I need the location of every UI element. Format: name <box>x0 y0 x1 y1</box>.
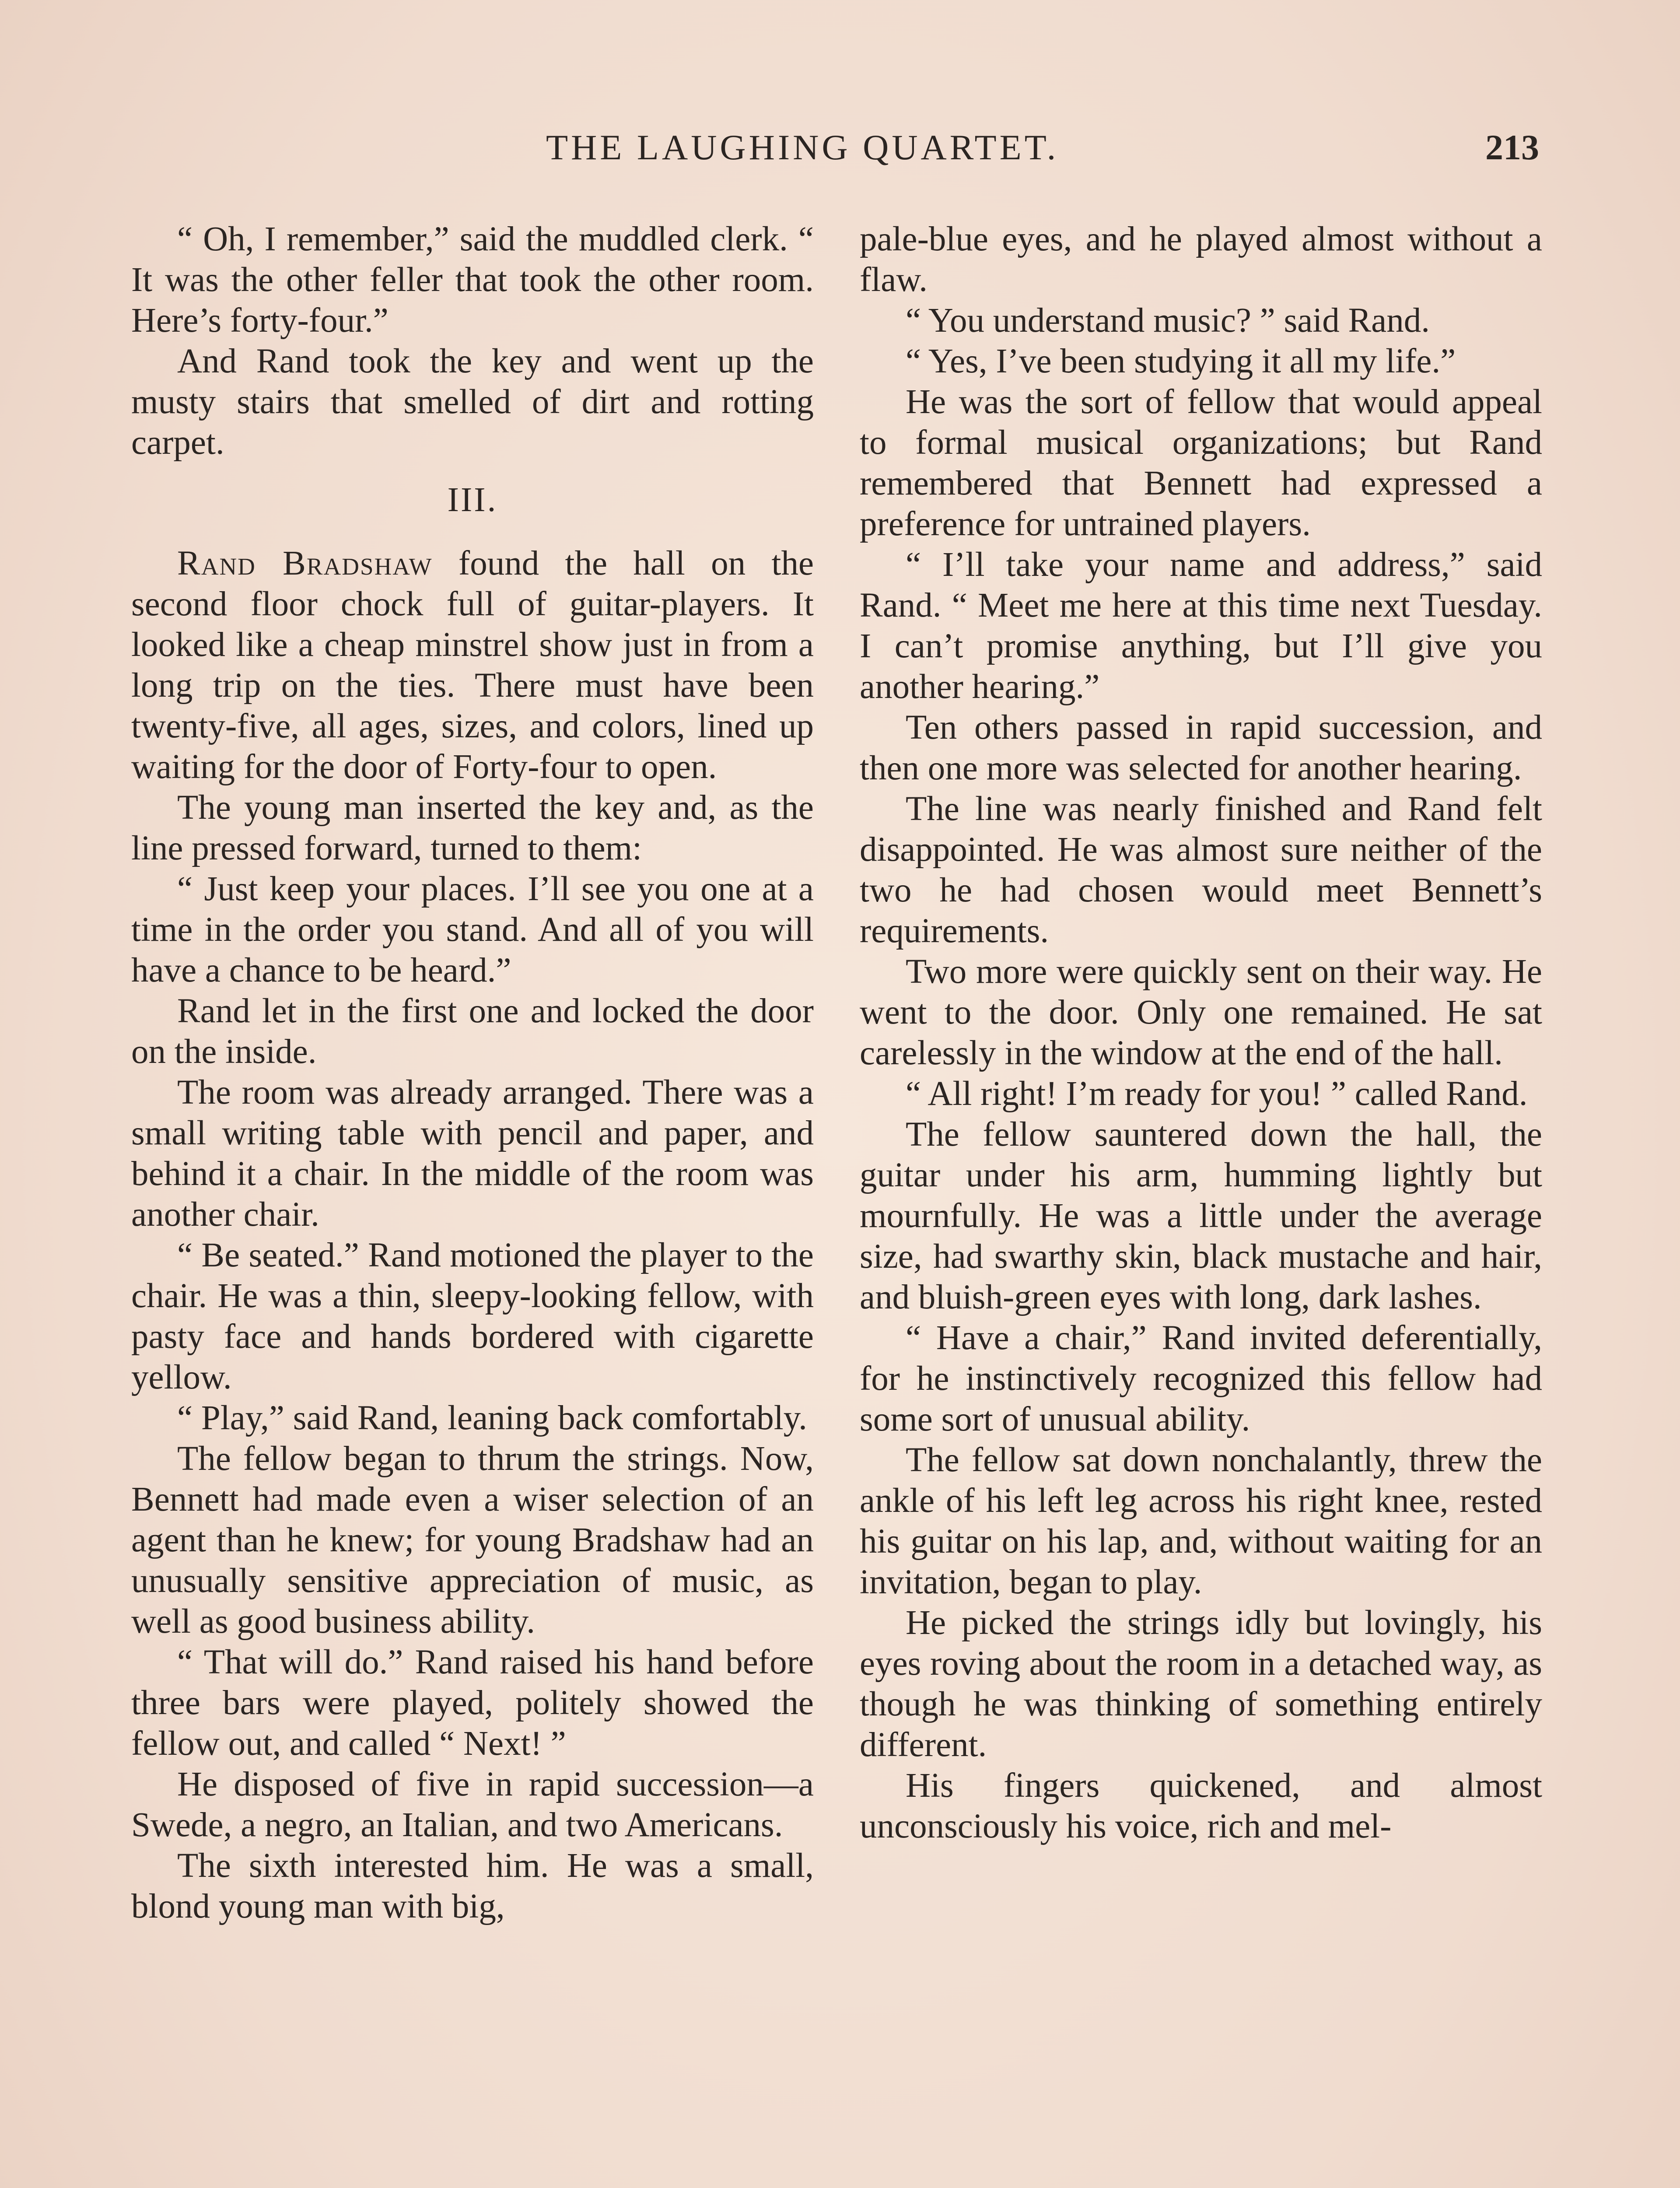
paragraph <box>131 543 814 787</box>
paragraph: His fingers quickened, and almost unconsciously his voice, rich and mel- <box>860 1767 1542 1845</box>
paragraph: He was the sort of fellow that would appeal to formal musical organizations; but Rand remembered that Bennett had expressed a preference for untrained players. <box>860 383 1542 543</box>
paragraph: Ten others passed in rapid succession, and then one more was selected for another hearing. <box>860 708 1542 787</box>
paragraph: The line was nearly finished and Rand felt disappointed. He was almost sure neither of the two he had chosen would meet Bennett’s requirements. <box>860 790 1542 950</box>
paragraph-text: found the hall on the second floor chock full of guitar-players. It looked like a cheap minstrel show just in from a long trip on the ties. There must have been twenty-five, all ages, sizes, and colors, lined up waiting for the door of Forty-four to open. <box>131 544 814 786</box>
paragraph: “ Yes, I’ve been studying it all my life.” <box>906 342 1456 380</box>
character-name-smallcaps: Rand Bradshaw <box>177 544 433 582</box>
paragraph: “ You understand music? ” said Rand. <box>906 302 1430 340</box>
right-column <box>860 219 1542 1847</box>
paragraph: The fellow sauntered down the hall, the guitar under his arm, humming lightly but mournfully. He was a little under the average size, had swarthy skin, black mustache and hair, and bluish-green eyes with long, dark lashes. <box>860 1115 1542 1316</box>
paragraph: Two more were quickly sent on their way. He went to the door. Only one remained. He sat carelessly in the window at the end of the hall. <box>860 953 1542 1072</box>
running-title: THE LAUGHING QUARTET. <box>546 127 1059 167</box>
paragraph: “ I’ll take your name and address,” said Rand. “ Meet me here at this time next Tuesday. I can’t promise anything, but I’ll give you another hearing.” <box>860 546 1542 706</box>
page-number: 213 <box>1485 127 1539 167</box>
paragraph-continued: pale-blue eyes, and he played almost without a flaw. <box>860 220 1542 299</box>
section-heading: III. <box>447 481 498 519</box>
paragraph: The young man inserted the key and, as the line pressed forward, turned to them: <box>131 789 814 867</box>
paragraph: The fellow began to thrum the strings. Now, Bennett had made even a wiser selection of an agent than he knew; for young Bradshaw had an unusually sensitive appreciation of music, as well as good business ability. <box>131 1440 814 1641</box>
paragraph: He picked the strings idly but lovingly, his eyes roving about the room in a detached way, as though he was thinking of something entirely different. <box>860 1604 1542 1764</box>
paragraph: “ Play,” said Rand, leaning back comfortably. <box>177 1399 807 1437</box>
paragraph: The room was already arranged. There was a small writing table with pencil and paper, and behind it a chair. In the middle of the room was another chair. <box>131 1073 814 1234</box>
paragraph: “ That will do.” Rand raised his hand before three bars were played, politely showed the fellow out, and called “ Next! ” <box>131 1643 814 1763</box>
paragraph: “ Be seated.” Rand motioned the player to the chair. He was a thin, sleepy-looking fellow, with pasty face and hands bordered with cigarette yellow. <box>131 1236 814 1396</box>
paragraph: The fellow sat down nonchalantly, threw the ankle of his left leg across his right knee, rested his guitar on his lap, and, without waiting for an invitation, began to play. <box>860 1441 1542 1601</box>
paragraph: “ Oh, I remember,” said the muddled clerk. “ It was the other feller that took the other room. Here’s forty-four.” <box>131 220 814 340</box>
paragraph: And Rand took the key and went up the musty stairs that smelled of dirt and rotting carpet. <box>131 342 814 462</box>
left-column <box>131 219 814 1927</box>
paragraph: “ All right! I’m ready for you! ” called Rand. <box>906 1075 1528 1113</box>
paragraph: The sixth interested him. He was a small, blond young man with big, <box>131 1847 814 1925</box>
paragraph: “ Have a chair,” Rand invited deferentially, for he instinctively recognized this fellow had some sort of unusual ability. <box>860 1319 1542 1438</box>
paragraph: Rand let in the first one and locked the door on the inside. <box>131 992 814 1071</box>
paragraph: “ Just keep your places. I’ll see you one at a time in the order you stand. And all of you will have a chance to be heard.” <box>131 870 814 989</box>
paragraph: He disposed of five in rapid succession—a Swede, a negro, an Italian, and two Americans. <box>131 1765 814 1844</box>
page-header <box>0 127 1680 188</box>
